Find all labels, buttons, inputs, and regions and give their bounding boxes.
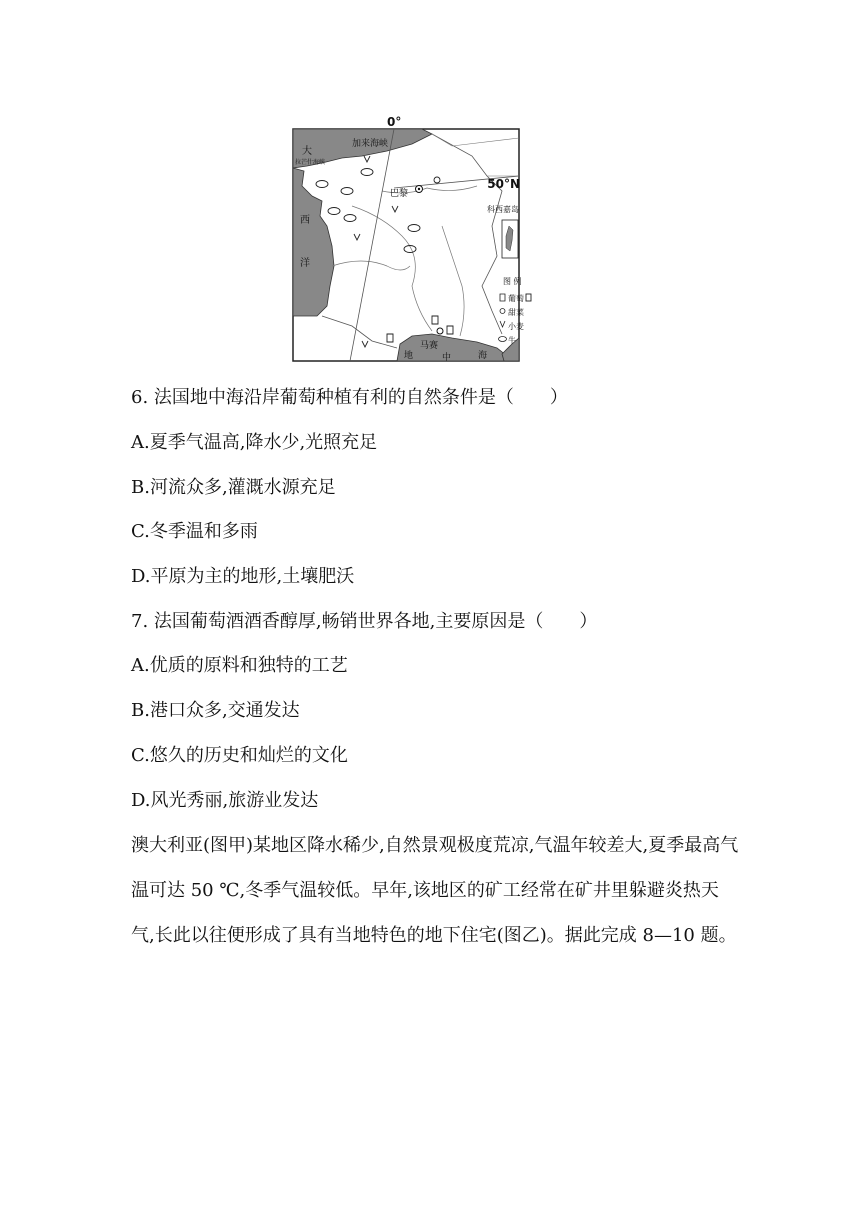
q7-option-b: B.港口众多,交通发达: [131, 700, 300, 721]
q7-stem: 7. 法国葡萄酒酒香醇厚,畅销世界各地,主要原因是（ ）: [131, 611, 598, 632]
label-hai: 海: [478, 351, 488, 361]
label-da: 大: [302, 146, 312, 157]
legend-icons: [526, 294, 531, 301]
legend-beet: 甜菜: [508, 308, 524, 317]
q6-option-a: A.夏季气温高,降水少,光照充足: [131, 432, 378, 453]
q7-option-a: A.优质的原料和独特的工艺: [131, 655, 348, 676]
legend-wheat: 小麦: [508, 322, 524, 331]
marseille-marker: [437, 328, 443, 334]
q6-option-c: C.冬季温和多雨: [131, 521, 258, 542]
label-dover: 拉芒什海峡: [295, 159, 326, 166]
q7-option-c: C.悠久的历史和灿烂的文化: [131, 745, 348, 766]
legend-grape: 葡萄: [508, 294, 524, 303]
label-marseille: 马赛: [420, 341, 439, 351]
france-map: [292, 115, 524, 363]
label-xi: 西: [300, 215, 310, 226]
q7-option-d: D.风光秀丽,旅游业发达: [131, 790, 319, 811]
label-paris: 巴黎: [390, 189, 409, 199]
legend-cattle: 牛: [508, 336, 516, 345]
q6-option-d: D.平原为主的地形,土壤肥沃: [131, 566, 355, 587]
label-di: 地: [404, 351, 414, 361]
legend-title: 图 例: [503, 277, 522, 286]
label-corsica: 科西嘉岛: [487, 205, 519, 214]
label-zhong: 中: [442, 353, 452, 363]
label-yang: 洋: [300, 258, 310, 269]
q6-stem: 6. 法国地中海沿岸葡萄种植有利的自然条件是（ ）: [131, 387, 568, 408]
passage-australia: 澳大利亚(图甲)某地区降水稀少,自然景观极度荒凉,气温年较差大,夏季最高气温可达 50 ℃,冬季气温较低。早年,该地区的矿工经常在矿井里躲避炎热天气,长此以往便形成了具有当地特色的地下住宅(图乙)。据此完成 8—10 题。: [131, 835, 739, 946]
label-calais: 加来海峡: [352, 139, 389, 149]
label-0deg: 0°: [387, 115, 402, 129]
q6-option-b: B.河流众多,灌溉水源充足: [131, 477, 336, 498]
label-50n: 50°N: [487, 177, 520, 191]
